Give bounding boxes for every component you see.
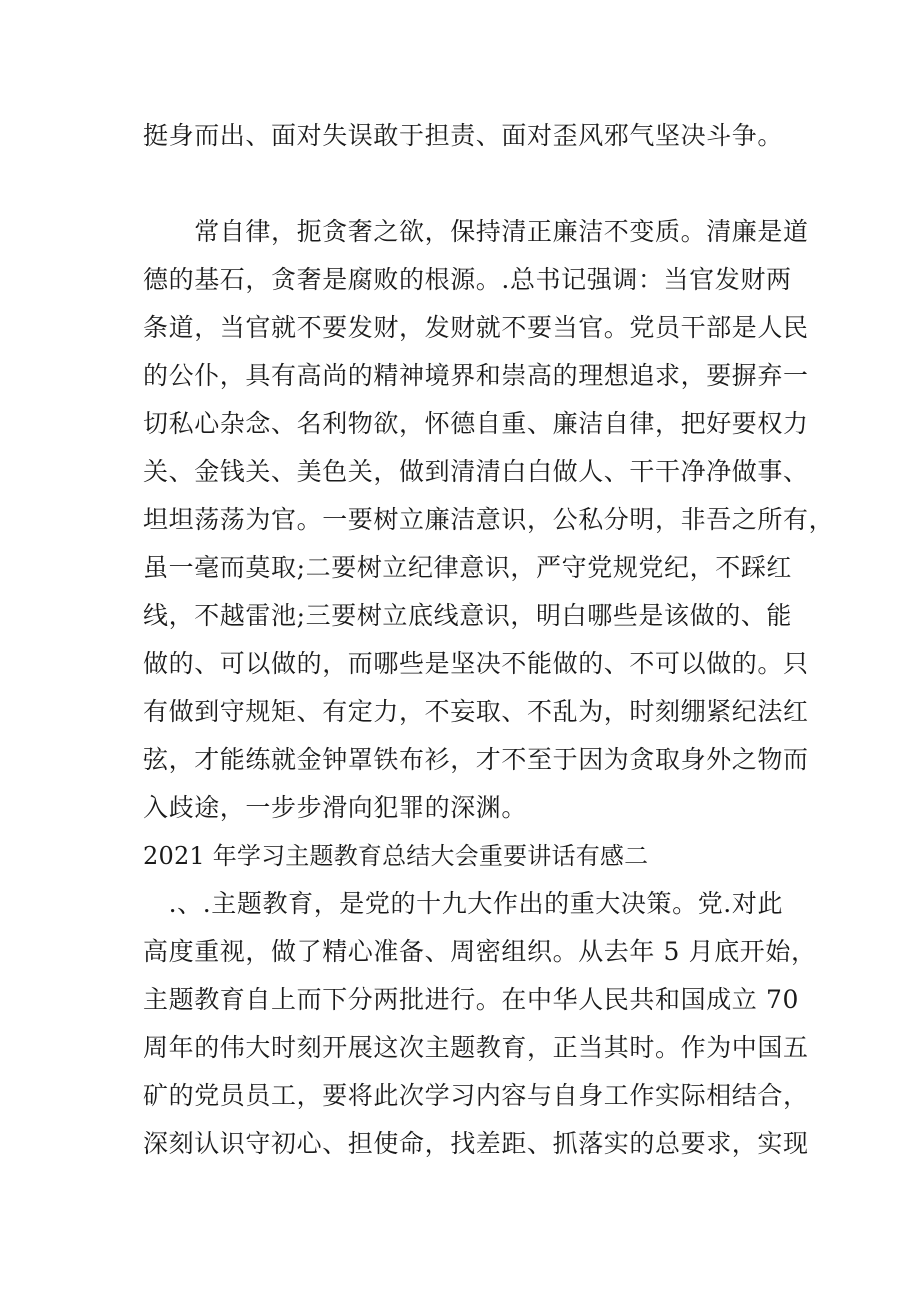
text-line: 条道，当官就不要发财，发财就不要当官。党员干部是人民 — [143, 313, 809, 342]
text-line: 坦坦荡荡为官。一要树立廉洁意识，公私分明，非吾之所有， — [143, 505, 835, 534]
text-line: 弦，才能练就金钟罩铁布衫，才不至于因为贪取身外之物而 — [143, 745, 809, 774]
text-line: 关、金钱关、美色关，做到清清白白做人、干干净净做事、 — [143, 457, 809, 486]
text-line: 有做到守规矩、有定力，不妄取、不乱为，时刻绷紧纪法红 — [143, 697, 809, 726]
text-line: 高度重视，做了精心准备、周密组织。从去年 5 月底开始， — [143, 937, 817, 966]
text-line: 周年的伟大时刻开展这次主题教育，正当其时。作为中国五 — [143, 1033, 809, 1062]
text-line: 线，不越雷池;三要树立底线意识，明白哪些是该做的、能 — [143, 601, 793, 630]
text-line: 挺身而出、面对失误敢于担责、面对歪风邪气坚决斗争。 — [143, 121, 784, 150]
text-line: 虽一毫而莫取;二要树立纪律意识，严守党规党纪，不踩红 — [143, 553, 793, 582]
text-line: 矿的党员员工，要将此次学习内容与自身工作实际相结合， — [143, 1081, 809, 1110]
text-line: 切私心杂念、名利物欲，怀德自重、廉洁自律，把好要权力 — [143, 409, 809, 438]
section-heading: 2021 年学习主题教育总结大会重要讲话有感二 — [143, 842, 649, 870]
text-line: 入歧途，一步步滑向犯罪的深渊。 — [143, 793, 528, 822]
text-line: 德的基石，贪奢是腐败的根源。.总书记强调：当官发财两 — [143, 265, 792, 294]
text-line: 做的、可以做的，而哪些是坚决不能做的、不可以做的。只 — [143, 649, 809, 678]
text-line: 的公仆，具有高尚的精神境界和崇高的理想追求，要摒弃一 — [143, 361, 809, 390]
text-line: 主题教育自上而下分两批进行。在中华人民共和国成立 70 — [143, 985, 799, 1014]
text-line: 深刻认识守初心、担使命，找差距、抓落实的总要求，实现 — [143, 1129, 809, 1158]
text-line: .、.主题教育，是党的十九大作出的重大决策。党.对此 — [143, 889, 784, 918]
text-line: 常自律，扼贪奢之欲，保持清正廉洁不变质。清廉是道 — [143, 217, 809, 246]
